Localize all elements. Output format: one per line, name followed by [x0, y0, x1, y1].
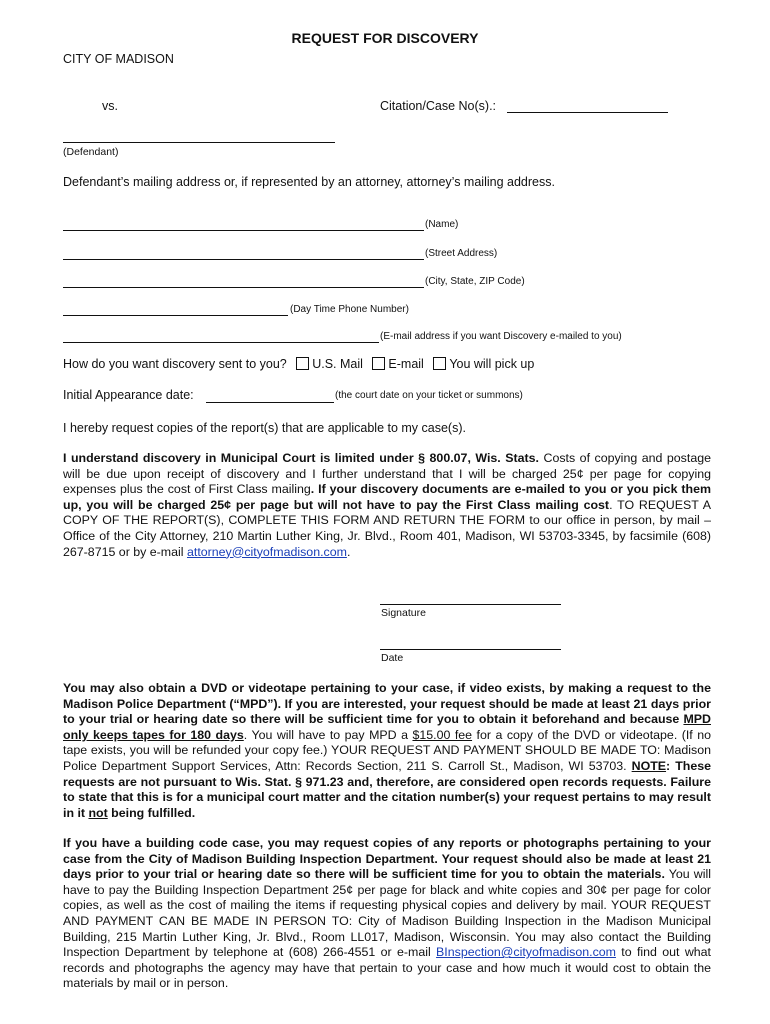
street-address-label: (Street Address) [425, 248, 498, 259]
address-intro: Defendant’s mailing address or, if represented by an attorney, attorney’s mailing address. [63, 175, 555, 189]
attorney-email-link[interactable]: attorney@cityofmadison.com [186, 544, 347, 559]
case-number-field[interactable] [507, 112, 668, 113]
video-request-paragraph: You may also obtain a DVD or videotape pertaining to your case, if video exists, by making a request to the Madison Police Department (“MPD”). If you are interested, your request should be made at least 21 days prior to your trial or hearing date so there will be sufficient time for you to obtain it beforehand and because MPD only keeps tapes for 180 days. You will have to pay MPD a $15.00 fee for a copy of the DVD or videotape. (If no tape exists, you will be refunded your copy fee.) YOUR REQUEST AND PAYMENT SHOULD BE MADE TO: Madison Police Department Support Services, Attn: Records Section, 211 S. Carroll St., Madison, WI 53703. NOTE: These requests are not pursuant to Wis. Stat. § 971.23 and, therefore, are considered open records requests. Failure to state that this is for a municipal court matter and the citation number(s) your request pertains to may result in it not being fulfilled. [63, 681, 711, 820]
city-name: CITY OF MADISON [63, 52, 174, 66]
appearance-date-field[interactable] [206, 402, 334, 403]
appearance-label: Initial Appearance date: [63, 388, 194, 402]
pickup-label: You will pick up [449, 357, 535, 371]
case-number-label: Citation/Case No(s).: [380, 99, 497, 113]
versus-label: vs. [102, 99, 118, 113]
page-title: REQUEST FOR DISCOVERY [291, 30, 479, 46]
delivery-question: How do you want discovery sent to you? [63, 357, 287, 371]
name-label: (Name) [425, 219, 459, 230]
discovery-terms-paragraph: I understand discovery in Municipal Court is limited under § 800.07, Wis. Stats. Costs of copying and postage will be due upon receipt of discovery and I further understand that I will be charged 25¢ per page for copying expenses plus the cost of First Class mailing. If your discovery documents are e-mailed to you or you pick them up, you will be charged 25¢ per page but will not have to pay the First Class mailing cost. TO REQUEST A COPY OF THE REPORT(S), COMPLETE THIS FORM AND RETURN THE FORM to our office in person, by mail – Office of the City Attorney, 210 Martin Luther King, Jr. Blvd., Room 401, Madison, WI 53703-3345, by facsimile (608) 267-8715 or by e-mail attorney@cityofmadison.com. [63, 451, 712, 559]
appearance-note: (the court date on your ticket or summons) [335, 390, 523, 401]
defendant-field[interactable] [63, 142, 335, 143]
email-checkbox[interactable] [372, 357, 385, 370]
phone-field[interactable] [63, 315, 288, 316]
us-mail-label: U.S. Mail [312, 357, 363, 371]
city-state-zip-field[interactable] [63, 287, 424, 288]
name-field[interactable] [63, 230, 424, 231]
us-mail-checkbox[interactable] [296, 357, 309, 370]
city-state-zip-label: (City, State, ZIP Code) [425, 276, 525, 287]
signature-field[interactable] [380, 604, 561, 605]
request-statement: I hereby request copies of the report(s) that are applicable to my case(s). [63, 421, 466, 435]
email-option-label: E-mail [388, 357, 424, 371]
street-address-field[interactable] [63, 259, 424, 260]
phone-label: (Day Time Phone Number) [290, 304, 409, 315]
pickup-checkbox[interactable] [433, 357, 446, 370]
email-field[interactable] [63, 342, 379, 343]
signature-label: Signature [381, 607, 426, 619]
date-field[interactable] [380, 649, 561, 650]
building-inspection-paragraph: If you have a building code case, you may request copies of any reports or photographs pertaining to your case from the City of Madison Building Inspection Department. Your request should also be made at least 21 days prior to your trial or hearing date so there will be sufficient time for you to obtain the materials. You will have to pay the Building Inspection Department 25¢ per page for black and white copies and 30¢ per page for color copies, as well as the cost of mailing the items if requesting physical copies and delivery by mail. YOUR REQUEST AND PAYMENT CAN BE MADE IN PERSON TO: City of Madison Building Inspection in the Madison Municipal Building, 215 Martin Luther King, Jr. Blvd., Room LL017, Madison, Wisconsin. You may also contact the Building Inspection Department by telephone at (608) 266-4551 or e-mail BInspection@cityofmadison.com to find out what records and photographs the agency may have that pertain to your case and how much it would cost to obtain the materials by mail or in person. [63, 836, 711, 991]
delivery-row [63, 357, 534, 371]
binspection-email-link[interactable]: BInspection@cityofmadison.com [436, 945, 616, 960]
date-label: Date [381, 652, 404, 664]
defendant-label: (Defendant) [63, 146, 119, 158]
email-label: (E-mail address if you want Discovery e-mailed to you) [380, 331, 622, 342]
